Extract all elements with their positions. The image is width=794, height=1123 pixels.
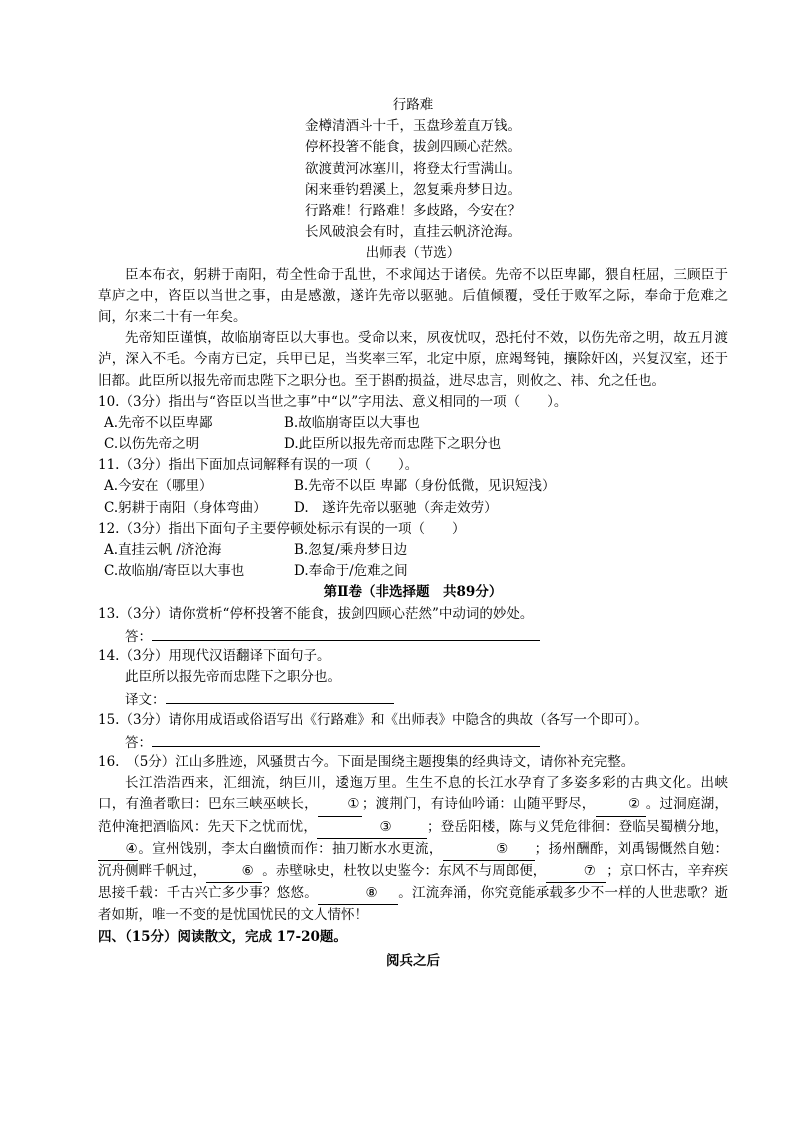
essay-paragraph: 臣本布衣，躬耕于南阳，苟全性命于乱世，不求闻达于诸侯。先帝不以臣卑鄙，猥自枉屈，三顾臣于草庐之中，咨臣以当世之事，由是感激，遂许先帝以驱驰。后值倾覆，受任于败军之际，奉命于危难之间，尔来二十有一年矣。: [98, 266, 728, 325]
option-b: B.先帝不以臣 卑鄙（身份低微，见识短浅）: [294, 478, 556, 495]
question-11-options: [98, 476, 728, 497]
question-13-answer: [98, 625, 728, 646]
passage-text: 。过洞庭湖，范仲淹把酒临风：先天下之忧而忧，: [98, 796, 729, 835]
section-4-heading: 四、（15分）阅读散文，完成 17-20题。: [98, 928, 347, 945]
blank-4[interactable]: ④: [98, 839, 138, 861]
question-14-stem: 14.（3分）用现代汉语翻译下面句子。: [98, 647, 331, 664]
option-a: A.今安在（哪里）: [104, 478, 213, 495]
question-15-answer: [98, 731, 728, 752]
option-a: A.直挂云帆 /济沧海: [104, 542, 222, 559]
option-c: C.躬耕于南阳（身体弯曲）: [104, 499, 267, 516]
passage-text: 。宣州饯别，李太白幽愤而作：抽刀断水水更流，: [138, 840, 443, 857]
answer-line[interactable]: [152, 731, 540, 747]
question-16-stem: 16. （5分）江山多胜迹，风骚贯古今。下面是围绕主题搜集的经典诗文，请你补充完整。: [98, 753, 635, 770]
poem-line: 金樽清酒斗十千，玉盘珍羞直万钱。: [305, 118, 521, 135]
option-b: B.故临崩寄臣以大事也: [284, 414, 420, 431]
option-c: C.故临崩/寄臣以大事也: [104, 563, 245, 580]
question-14-sentence: 此臣所以报先帝而忠陛下之职分也。: [125, 669, 341, 686]
question-12-stem: 12.（3分）指出下面句子主要停顿处标示有误的一项（ ）: [98, 520, 466, 537]
essay2-title: 阅兵之后: [386, 952, 440, 969]
answer-label: 译文：: [125, 692, 166, 709]
exam-page: [98, 95, 728, 972]
question-15-stem: 15.（3分）请你用成语或俗语写出《行路难》和《出师表》中隐含的典故（各写一个即可）。: [98, 711, 648, 728]
poem-line: 长风破浪会有时，直挂云帆济沧海。: [305, 224, 521, 241]
option-b: B.忽复/乘舟梦日边: [294, 542, 408, 559]
poem-line: 欲渡黄河冰塞川，将登太行雪满山。: [305, 160, 521, 177]
question-10-options: [98, 434, 728, 455]
passage-text: ；渡荆门，有诗仙吟诵：山随平野尽，: [361, 796, 596, 813]
answer-line[interactable]: [166, 688, 394, 704]
question-16-passage: [98, 773, 728, 926]
blank-3[interactable]: ③: [317, 817, 427, 839]
passage-text: 。江流奔涌，你究竟能承载多少不一样的人世悲歌？逝者如斯，唯一不变的是忧国忧民的文人情怀！: [98, 885, 728, 924]
question-12-options: [98, 561, 728, 582]
passage-text: ；登岳阳楼，陈与义凭危徘徊：登临吴蜀横分地，: [427, 818, 729, 835]
question-13-stem: 13.（3分）请你赏析“停杯投箸不能食，拔剑四顾心茫然”中动词的妙处。: [98, 605, 534, 622]
passage-text: 。赤壁咏史，杜牧以史鉴今：东风不与周郎便，: [262, 862, 547, 879]
poem-line: 闲来垂钓碧溪上，忽复乘舟梦日边。: [305, 181, 521, 198]
answer-label: 答：: [125, 628, 152, 645]
blank-1[interactable]: ①: [318, 794, 362, 816]
essay-title: 出师表（节选）: [365, 245, 461, 262]
blank-5[interactable]: ⑤: [443, 839, 535, 861]
option-d: D.此臣所以报先帝而忠陛下之职分也: [284, 436, 502, 453]
option-d: D.奉命于/危难之间: [294, 563, 408, 580]
question-11-stem: 11.（3分）指出下面加点词解释有误的一项（ ）。: [98, 457, 419, 474]
section-2-heading: 第Ⅱ卷（非选择题 共89分）: [323, 584, 503, 601]
option-c: C.以伤先帝之明: [104, 436, 200, 453]
blank-7[interactable]: ⑦: [546, 861, 606, 883]
blank-8[interactable]: ⑧: [318, 883, 398, 905]
option-a: A.先帝不以臣卑鄙: [104, 414, 213, 431]
passage-text: ；京口怀古，辛弃疾思接千载：千古兴亡多少事？悠悠。: [98, 862, 729, 902]
passage-text: ；扬州酬酢，刘禹锡慨然自勉：沉舟侧畔千帆过，: [98, 840, 729, 879]
option-d: D. 遂许先帝以驱驰（奔走效劳）: [294, 499, 498, 516]
poem-line: 停杯投箸不能食，拔剑四顾心茫然。: [305, 139, 521, 156]
passage-text: 长江浩浩西来，汇细流，纳巨川，逶迤万里。生生不息的长江水孕育了多姿多彩的古典文化。出峡口，有渔者歌曰：巴东三峡巫峡长，: [98, 775, 728, 813]
question-12-options: [98, 540, 728, 561]
poem-title: 行路难: [392, 97, 434, 113]
question-10-stem: 10.（3分）指出与“咨臣以当世之事”中“以”字用法、意义相同的一项（ ）。: [98, 393, 568, 410]
question-11-options: [98, 498, 728, 519]
essay-paragraph: 先帝知臣谨慎，故临崩寄臣以大事也。受命以来，夙夜忧叹，恐托付不效，以伤先帝之明，故五月渡泸，深入不毛。今南方已定，兵甲已足，当奖率三军，北定中原，庶竭驽钝，攘除奸凶，兴复汉室，还于旧都。此臣所以报先帝而忠陛下之职分也。至于斟酌损益，进尽忠言，则攸之、祎、允之任也。: [98, 330, 728, 389]
question-14-answer: [98, 688, 728, 709]
blank-2[interactable]: ②: [596, 794, 646, 816]
answer-label: 答：: [125, 734, 152, 751]
poem-line: 行路难！行路难！多歧路，今安在？: [305, 202, 521, 219]
answer-line[interactable]: [152, 625, 540, 641]
blank-6[interactable]: ⑥: [206, 861, 262, 883]
question-10-options: [98, 413, 728, 434]
